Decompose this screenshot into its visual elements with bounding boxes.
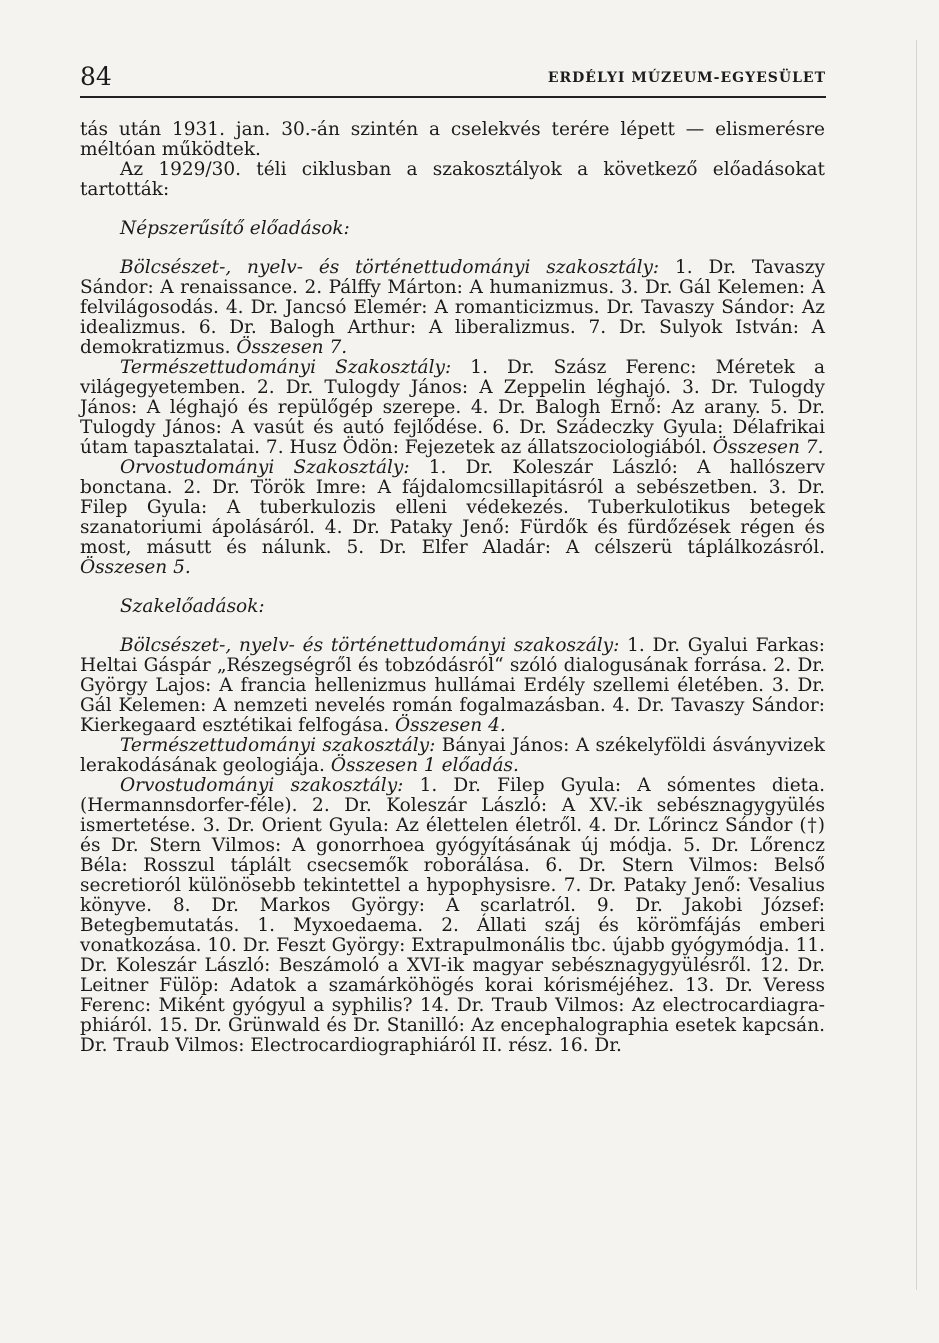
page-header: [80, 62, 826, 98]
section-name: Bölcsészet-, nyelv- és történettudományi szakoszály:: [120, 635, 620, 656]
lecture-list: 1. Dr. Tavaszy Sándor: A renaissance. 2. Pálffy Márton: A humanizmus. 3. Dr. Gál Kelemen: A felvilágosodás. 4. Dr. Jancsó Elemér: A romanticizmus. Dr. Tavaszy Sándor: Az idealizmus. 6. Dr. Balogh Arthur: A liberalizmus. 7. Dr. Sulyok István: A demokratizmus.: [80, 257, 825, 358]
total-count: Összesen 1 előadás.: [330, 755, 519, 776]
intro-paragraph-2: Az 1929/30. téli ciklusban a szakosztályok a következő előadásokat tartották:: [80, 159, 825, 200]
paragraph-orvostudomanyi-special: [80, 776, 825, 1056]
lecture-list: Bányai János: A székelyföldi ásványvizek lerakodásának geologiája.: [80, 735, 825, 776]
intro-paragraph: tás után 1931. jan. 30.-án szintén a cselekvés terére lépett — elismerésre méltóan működtek.: [80, 119, 825, 160]
scan-edge-line: [916, 40, 917, 1290]
lecture-list: 1. Dr. Filep Gyula: A sómentes dieta. (Hermannsdorfer-féle). 2. Dr. Koleszár László: A XV.-ik sebésznagygyülés ismertetése. 3. Dr. Orient Gyula: Az élettelen életről. 4. Dr. Lőrincz Sándor (†) és Dr. Stern Vilmos: A gonorrhoea gyógyításának új módja. 5. Dr. Lőrencz Béla: Rosszul táplált csecsemők roborálása. 6. Dr. Stern Vilmos: Belső secretioról különösebb tekintettel a hypophysisre. 7. Dr. Pataky Jenő: Vesalius könyve. 8. Dr. Markos György: A scarlatról. 9. Dr. Jakobi József: Betegbemutatás. 1. Myxoedaema. 2. Állati száj és körömfájás emberi vonatkozása. 10. Dr. Feszt György: Extrapulmonális tbc. újabb gyógymódja. 11. Dr. Koleszár László: Beszámoló a XVI-ik magyar sebésznagygyülésről. 12. Dr. Leitner Fülöp: Adatok a szamárköhögés korai kórisméjéhez. 13. Dr. Veress Ferenc: Miként gyógyul a syphilis? 14. Dr. Traub Vilmos: Az electrocardiagraphiáról. 15. Dr. Grünwald és Dr. Stanilló: Az encephalographia esetek kapcsán. Dr. Traub Vilmos: Electrocardiographiáról II. rész. 16. Dr.: [80, 775, 825, 1056]
total-count: Összesen 4.: [394, 715, 506, 736]
section-name: Természettudományi szakosztály:: [120, 735, 436, 756]
total-count: Összesen 5.: [80, 557, 191, 578]
section-name: Orvostudományi szakosztály:: [120, 775, 404, 796]
paragraph-termeszettudomanyi-special: [80, 736, 825, 776]
page-body: [80, 120, 825, 1056]
total-count: Összesen 7.: [712, 437, 824, 458]
lecture-list: 1. Dr. Koleszár László: A hallószerv bonctana. 2. Dr. Török Imre: A fájdalomcsillapitásról a sebészetben. 3. Dr. Filep Gyula: A tuberkulozis elleni védekezés. Tuberkulotikus betegek szanatoriumi ápolásáról. 4. Dr. Pataky Jenő: Fürdők és fürdőzések régen és most, másutt és nálunk. 5. Dr. Elfer Aladár: A célszerü táplálkozásról.: [80, 457, 825, 558]
section-heading-szakeloadasok: Szakelőadások:: [120, 596, 265, 617]
total-count: Összesen 7.: [236, 337, 348, 358]
lecture-list: 1. Dr. Szász Ferenc: Méretek a világegyetemben. 2. Dr. Tulogdy János: A Zeppelin léghajó. 3. Dr. Tulogdy János: A léghajó és repülőgép szerepe. 4. Dr. Balogh Ernő: Az arany. 5. Dr. Tulogdy János: A vasút és autó fejlődése. 6. Dr. Szádeczky Gyula: Délafrikai útam tapasztalatai. 7. Husz Ödön: Fejezetek az állatszociologiából.: [80, 357, 826, 458]
section-name: Természettudományi Szakosztály:: [120, 357, 452, 378]
page-number: 84: [80, 62, 112, 91]
running-title: ERDÉLYI MÚZEUM-EGYESÜLET: [547, 70, 826, 86]
section-name: Orvostudományi Szakosztály:: [120, 457, 410, 478]
paragraph-bolcseszet-popular: [80, 258, 825, 358]
paragraph-termeszettudomanyi-popular: [80, 358, 825, 458]
section-heading-nepszerusito: Népszerűsítő előadások:: [120, 218, 350, 239]
paragraph-bolcseszet-special: [80, 636, 825, 736]
lecture-list: 1. Dr. Gyalui Farkas: Heltai Gáspár „Részegségről és tobzódásról“ szóló dialogusának forrása. 2. Dr. György Lajos: A francia hellenizmus hullámai Erdély szellemi életében. 3. Dr. Gál Kelemen: A nemzeti nevelés román fogalmazásban. 4. Dr. Tavaszy Sándor: Kierkegaard esztétikai felfogása.: [80, 635, 825, 736]
paragraph-orvostudomanyi-popular: [80, 458, 825, 578]
section-name: Bölcsészet-, nyelv- és történettudományi szakosztály:: [120, 257, 660, 278]
